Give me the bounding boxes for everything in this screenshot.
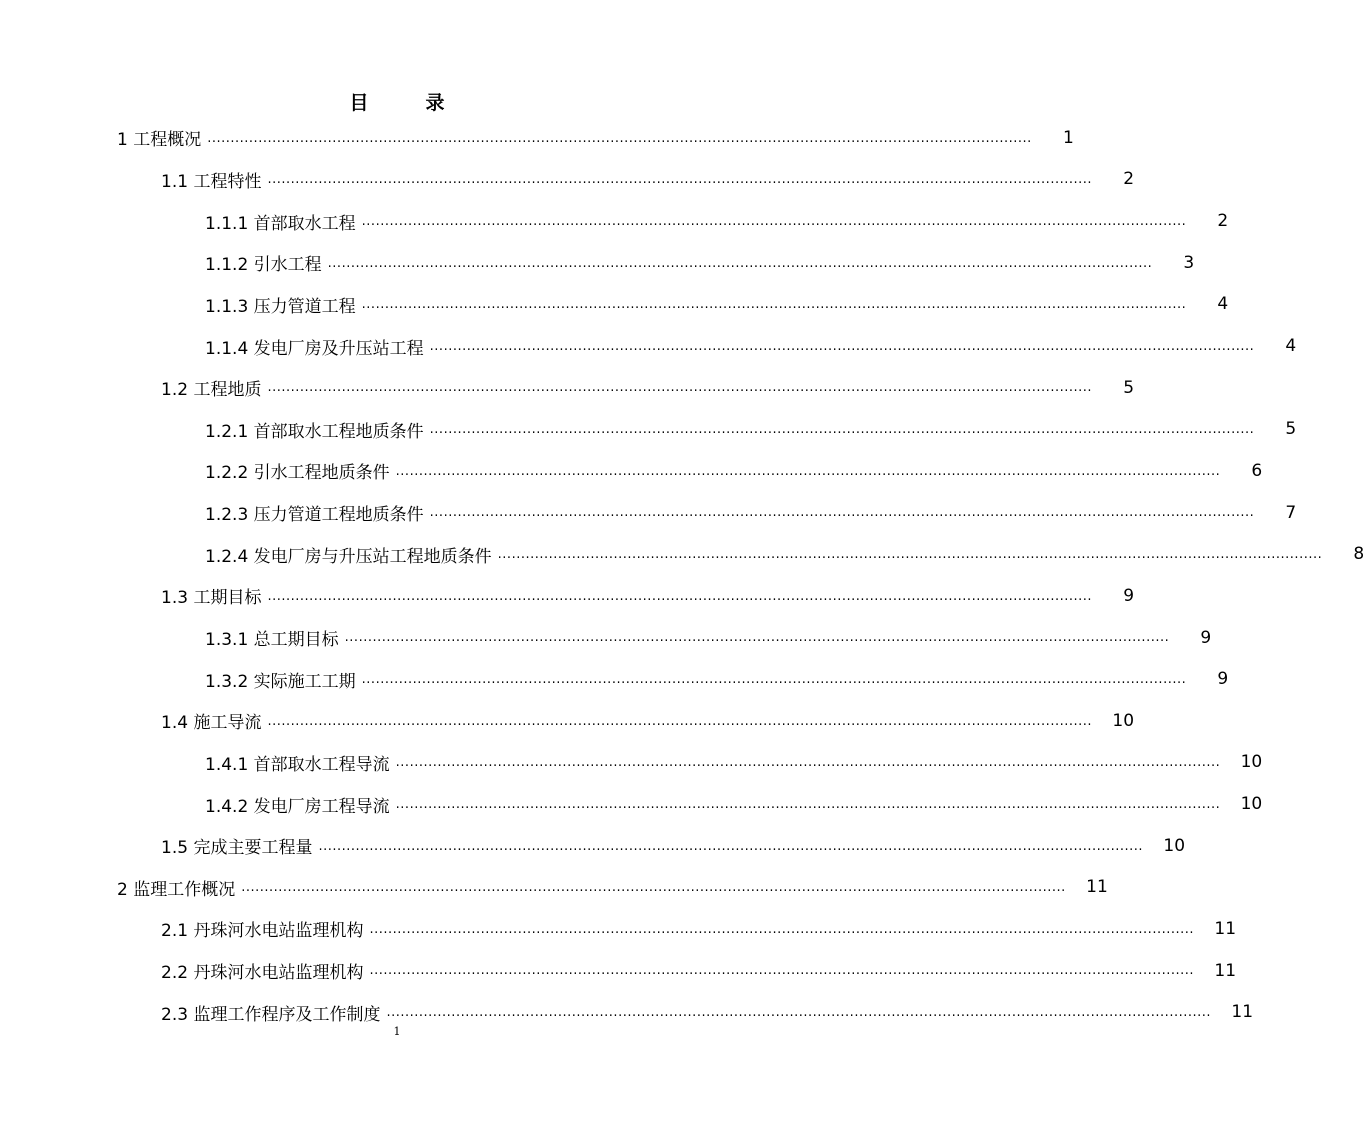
toc-entry-label: 2 监理工作概况: [117, 879, 236, 900]
toc-entry-label: 2.1 丹珠河水电站监理机构: [161, 921, 364, 942]
toc-entry-page: 5: [1123, 377, 1135, 398]
toc-entry[interactable]: [0, 408, 1297, 450]
toc-title: 目 录: [349, 92, 445, 114]
toc-entry[interactable]: [0, 117, 1074, 159]
toc-entry-label: 1.2.1 首部取水工程地质条件: [205, 421, 424, 442]
toc-entry[interactable]: [0, 325, 1297, 367]
toc-entry-page: 8: [1353, 544, 1364, 565]
toc-entry-label: 1.2 工程地质: [161, 380, 262, 401]
toc-entry[interactable]: [0, 908, 1237, 950]
dot-leader: ..................................................................................................................................................................................: [267, 713, 1093, 729]
toc-entry-label: 2.2 丹珠河水电站监理机构: [161, 963, 364, 984]
dot-leader: ..................................................................................................................................................................................: [241, 880, 1066, 896]
toc-entry[interactable]: [0, 617, 1212, 659]
toc-entry-label: 1.3 工期目标: [161, 588, 262, 609]
toc-entry[interactable]: [0, 242, 1195, 284]
dot-leader: ..................................................................................................................................................................................: [429, 505, 1255, 521]
toc-entry[interactable]: [0, 867, 1108, 909]
dot-leader: ..................................................................................................................................................................................: [395, 463, 1221, 479]
dot-leader: ..................................................................................................................................................................................: [207, 130, 1032, 146]
toc-entry-page: 10: [1163, 835, 1186, 856]
dot-leader: ..................................................................................................................................................................................: [369, 963, 1195, 979]
dot-leader: ..................................................................................................................................................................................: [361, 671, 1187, 687]
toc-entry-label: 2.3 监理工作程序及工作制度: [161, 1004, 381, 1025]
toc-entry-label: 1.1 工程特性: [161, 171, 262, 192]
toc-entry[interactable]: [0, 492, 1297, 534]
dot-leader: ..................................................................................................................................................................................: [344, 630, 1170, 646]
dot-leader: ..................................................................................................................................................................................: [361, 213, 1187, 229]
dot-leader: ..................................................................................................................................................................................: [395, 755, 1221, 771]
toc-entry-page: 11: [1231, 1002, 1254, 1023]
toc-entry-page: 9: [1123, 585, 1135, 606]
toc-entry[interactable]: [0, 783, 1263, 825]
toc-entry-page: 3: [1183, 252, 1195, 273]
toc-entry-page: 2: [1217, 211, 1229, 232]
toc-entry-label: 1.4.2 发电厂房工程导流: [205, 796, 390, 817]
toc-entry-label: 1.2.2 引水工程地质条件: [205, 463, 390, 484]
toc-entry-label: 1.4.1 首部取水工程导流: [205, 754, 390, 775]
toc-entry-label: 1.2.3 压力管道工程地质条件: [205, 505, 424, 526]
toc-entry[interactable]: [0, 575, 1135, 617]
dot-leader: ..................................................................................................................................................................................: [497, 547, 1323, 563]
toc-entry[interactable]: [0, 367, 1135, 409]
dot-leader: ..................................................................................................................................................................................: [267, 172, 1093, 188]
dot-leader: ..................................................................................................................................................................................: [395, 796, 1221, 812]
toc-entry-page: 4: [1285, 336, 1297, 357]
dot-leader: ..................................................................................................................................................................................: [361, 297, 1187, 313]
toc-entry-page: 7: [1285, 502, 1297, 523]
toc-entry-label: 1.1.4 发电厂房及升压站工程: [205, 338, 424, 359]
toc-entry-label: 1.5 完成主要工程量: [161, 838, 313, 859]
dot-leader: ..................................................................................................................................................................................: [429, 422, 1255, 438]
toc-entry-label: 1 工程概况: [117, 130, 202, 151]
toc-entry-page: 9: [1217, 669, 1229, 690]
toc-entry-label: 1.3.1 总工期目标: [205, 630, 339, 650]
toc-entry-page: 11: [1086, 877, 1108, 898]
toc-entry-page: 10: [1240, 752, 1263, 773]
toc-entry-page: 10: [1240, 794, 1263, 815]
toc-entry-label: 1.1.3 压力管道工程: [205, 296, 356, 317]
toc-entry[interactable]: [0, 200, 1229, 242]
toc-entry-label: 1.3.2 实际施工工期: [205, 671, 356, 692]
toc-entry-page: 11: [1214, 960, 1237, 981]
toc-entry-page: 10: [1112, 710, 1135, 731]
toc-entry-label: 1.2.4 发电厂房与升压站工程地质条件: [205, 546, 492, 567]
table-of-contents: [0, 117, 1364, 1033]
toc-entry-page: 5: [1285, 419, 1297, 440]
toc-entry-label: 1.4 施工导流: [161, 713, 262, 734]
toc-entry-page: 6: [1251, 460, 1263, 481]
toc-entry-page: 11: [1214, 918, 1237, 939]
dot-leader: ..................................................................................................................................................................................: [318, 838, 1144, 854]
toc-entry[interactable]: [0, 159, 1135, 201]
toc-entry[interactable]: [0, 825, 1186, 867]
toc-entry-page: 2: [1123, 169, 1135, 190]
toc-entry-label: 1.1.2 引水工程: [205, 255, 322, 276]
dot-leader: ..................................................................................................................................................................................: [429, 338, 1255, 354]
toc-entry-page: 1: [1062, 127, 1074, 148]
toc-entry[interactable]: [0, 950, 1237, 992]
dot-leader: ..................................................................................................................................................................................: [327, 255, 1153, 271]
dot-leader: ..................................................................................................................................................................................: [369, 921, 1195, 937]
toc-entry[interactable]: [0, 742, 1263, 784]
toc-entry[interactable]: [0, 533, 1364, 575]
page-number: 1: [393, 1025, 401, 1038]
toc-entry-page: 4: [1217, 294, 1229, 315]
toc-entry[interactable]: [0, 284, 1229, 326]
toc-entry[interactable]: [0, 450, 1263, 492]
dot-leader: ..................................................................................................................................................................................: [267, 380, 1093, 396]
toc-entry[interactable]: [0, 700, 1135, 742]
toc-entry[interactable]: [0, 658, 1229, 700]
dot-leader: ..................................................................................................................................................................................: [267, 588, 1093, 604]
toc-entry-label: 1.1.1 首部取水工程: [205, 213, 356, 234]
dot-leader: ..................................................................................................................................................................................: [386, 1005, 1212, 1021]
toc-entry-page: 9: [1200, 627, 1212, 648]
